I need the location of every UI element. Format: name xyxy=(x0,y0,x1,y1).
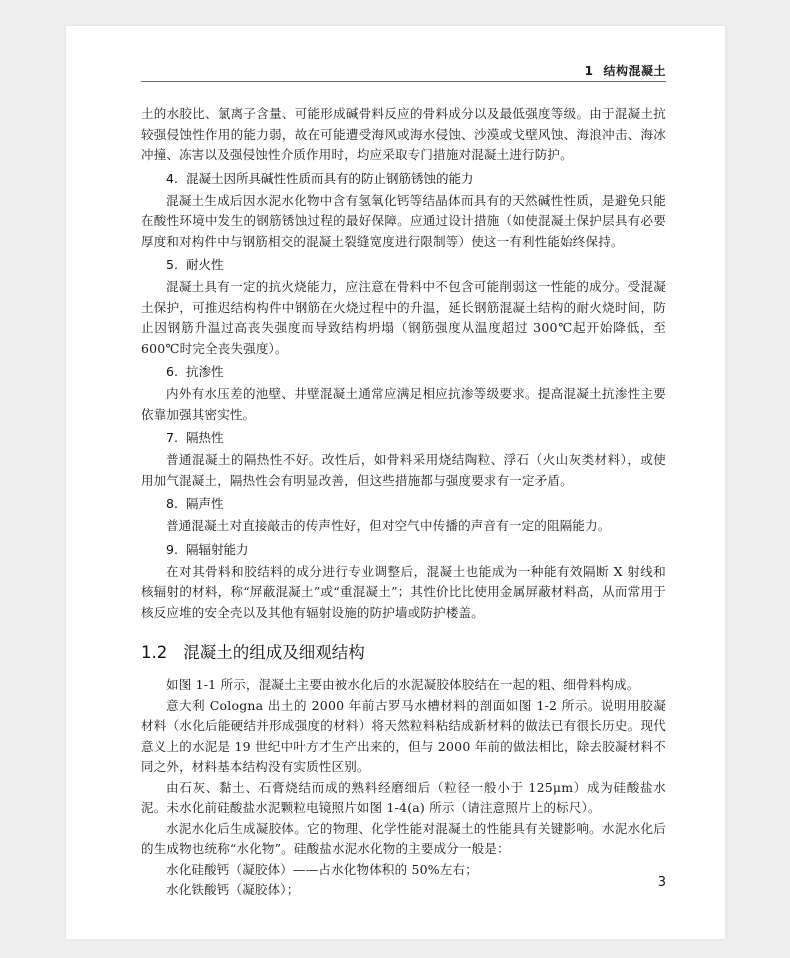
paragraph: 在对其骨料和胶结料的成分进行专业调整后，混凝土也能成为一种能有效隔断 X 射线和核辐射的材料，称“屏蔽混凝土”或“重混凝土”；其性价比比使用金属屏蔽材料高，从而常用于核反应堆的安全壳以及其他有辐射设施的防护墙或防护楼盖。 xyxy=(141,563,666,620)
subheading-6 xyxy=(166,362,666,382)
chapter-number: 1 xyxy=(584,64,594,78)
subheading-text: 抗渗性 xyxy=(185,364,224,379)
subheading-text: 隔声性 xyxy=(185,496,224,511)
list-item: 水化铁酸钙（凝胶体）； xyxy=(166,882,300,897)
subheading-text: 隔热性 xyxy=(185,430,224,445)
paragraph: 混凝土生成后因水泥水化物中含有氢氧化钙等结晶体而具有的天然碱性性质，是避免只能在酸性环境中发生的钢筋锈蚀过程的最好保障。应通过设计措施（如使混凝土保护层具有必要厚度和对构件中与钢筋相交的混凝土裂缝宽度进行限制等）使这一有利性能始终保持。 xyxy=(141,192,666,249)
subheading-9 xyxy=(166,540,666,560)
subheading-5 xyxy=(166,255,666,275)
section-title: 混凝土的组成及细观结构 xyxy=(183,643,365,662)
paragraph: 意大利 Cologna 出土的 2000 年前古罗马水槽材料的剖面如图 1-2 所示。说明用胶凝材料（水化后能硬结并形成强度的材料）将天然粒料粘结成新材料的做法已有很长历史。现代意义上的水泥是 19 世纪中叶方才生产出来的，但与 2000 年前的做法相比，除去胶凝材料不同之外，材料基本结构没有实质性区别。 xyxy=(141,697,666,774)
paragraph: 混凝土具有一定的抗火烧能力，应注意在骨料中不包含可能削弱这一性能的成分。受混凝土保护，可推迟结构构件中钢筋在火烧过程中的升温，延长钢筋混凝土结构的耐火烧时间，防止因钢筋升温过高丧失强度而导致结构坍塌（钢筋强度从温度超过 300℃起开始降低，至 600℃时完全丧失强度）。 xyxy=(141,279,666,356)
paragraph: 由石灰、黏土、石膏烧结而成的熟料经磨细后（粒径一般小于 125μm）成为硅酸盐水泥。未水化前硅酸盐水泥颗粒电镜照片如图 1-4(a) 所示（请注意照片上的标尺）。 xyxy=(141,779,666,815)
subheading-number: 6. xyxy=(166,364,178,379)
subheading-number: 5. xyxy=(166,257,178,272)
section-heading xyxy=(141,641,666,665)
header-rule xyxy=(141,81,666,82)
subheading-number: 7. xyxy=(166,430,178,445)
paragraph: 土的水胶比、氯离子含量、可能形成碱骨料反应的骨料成分以及最低强度等级。由于混凝土抗较强侵蚀性作用的能力弱，故在可能遭受海风或海水侵蚀、沙漠或戈壁风蚀、海浪冲击、海冰冲撞、冻害以及强侵蚀性介质作用时，均应采取专门措施对混凝土进行防护。 xyxy=(141,106,666,162)
page-body xyxy=(141,104,666,901)
list-item: 水化硅酸钙（凝胶体）——占水化物体积的 50%左右； xyxy=(166,861,478,877)
subheading-text: 隔辐射能力 xyxy=(185,541,249,557)
subheading-number: 9. xyxy=(166,541,178,557)
paragraph: 水泥水化后生成凝胶体。它的物理、化学性能对混凝土的性能具有关键影响。水泥水化后的生成物也统称“水化物”。硅酸盐水泥水化物的主要成分一般是： xyxy=(141,820,666,856)
subheading-number: 4. xyxy=(166,170,178,186)
subheading-number: 8. xyxy=(166,496,178,511)
subheading-4 xyxy=(166,169,666,189)
paragraph: 普通混凝土对直接敲击的传声性好，但对空气中传播的声音有一定的阻隔能力。 xyxy=(166,518,611,533)
subheading-7 xyxy=(166,428,666,448)
running-header-text xyxy=(585,62,666,79)
section-number: 1.2 xyxy=(141,643,168,662)
subheading-text: 耐火性 xyxy=(185,257,224,272)
page-number: 3 xyxy=(657,875,666,890)
paragraph: 如图 1-1 所示，混凝土主要由被水化后的水泥凝胶体胶结在一起的粗、细骨料构成。 xyxy=(166,677,640,692)
paragraph: 内外有水压差的池壁、井壁混凝土通常应满足相应抗渗等级要求。提高混凝土抗渗性主要依靠加强其密实性。 xyxy=(141,386,666,422)
paragraph: 普通混凝土的隔热性不好。改性后，如骨料采用烧结陶粒、浮石（火山灰类材料），或使用加气混凝土，隔热性会有明显改善，但这些措施都与强度要求有一定矛盾。 xyxy=(141,452,666,488)
subheading-8 xyxy=(166,494,666,514)
running-header xyxy=(66,26,725,86)
book-page xyxy=(66,26,725,939)
chapter-title: 结构混凝土 xyxy=(603,64,666,78)
subheading-text: 混凝土因所具碱性性质而具有的防止钢筋锈蚀的能力 xyxy=(185,170,474,186)
